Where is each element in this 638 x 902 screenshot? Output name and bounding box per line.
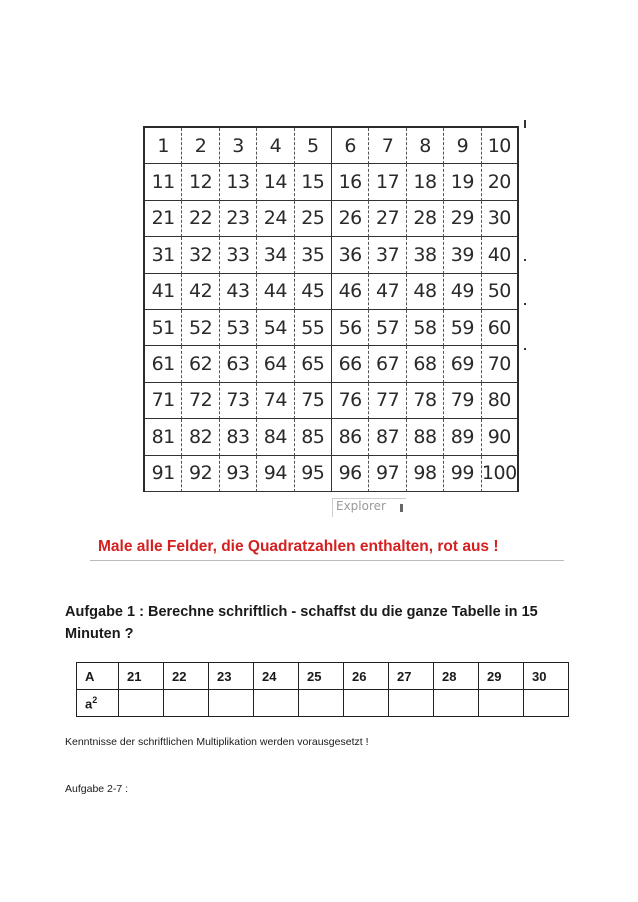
hundred-cell[interactable]: 78 (407, 383, 444, 419)
hundred-cell[interactable]: 73 (220, 383, 257, 419)
hundred-cell[interactable]: 20 (482, 164, 519, 200)
hundred-cell[interactable]: 16 (332, 164, 369, 200)
table-cell: 21 (119, 663, 164, 690)
hundred-cell[interactable]: 77 (369, 383, 406, 419)
hundred-cell[interactable]: 66 (332, 346, 369, 382)
scan-mark (524, 348, 526, 350)
hundred-cell[interactable]: 54 (257, 310, 294, 346)
answer-cell[interactable] (344, 690, 389, 717)
squares-table (76, 662, 569, 717)
hundred-cell[interactable]: 53 (220, 310, 257, 346)
hundred-cell[interactable]: 43 (220, 274, 257, 310)
table-cell: 25 (299, 663, 344, 690)
hundred-cell[interactable]: 96 (332, 456, 369, 492)
answer-cell[interactable] (434, 690, 479, 717)
row-a2-exponent: 2 (92, 694, 98, 705)
hundred-cell[interactable]: 24 (257, 201, 294, 237)
hundred-cell[interactable]: 50 (482, 274, 519, 310)
hundred-cell[interactable]: 81 (145, 419, 182, 455)
hundred-cell[interactable]: 59 (444, 310, 481, 346)
hundred-cell[interactable]: 85 (295, 419, 332, 455)
hundred-cell[interactable]: 86 (332, 419, 369, 455)
hundred-cell[interactable]: 1 (145, 128, 182, 164)
hundred-cell[interactable]: 42 (182, 274, 219, 310)
hundred-cell[interactable]: 2 (182, 128, 219, 164)
hundred-cell[interactable]: 72 (182, 383, 219, 419)
hundred-cell[interactable]: 21 (145, 201, 182, 237)
hundred-cell[interactable]: 83 (220, 419, 257, 455)
table-cell: 28 (434, 663, 479, 690)
hundred-cell[interactable]: 26 (332, 201, 369, 237)
table-cell: 29 (479, 663, 524, 690)
scan-mark (524, 120, 526, 128)
table-cell: 22 (164, 663, 209, 690)
hundred-cell[interactable]: 14 (257, 164, 294, 200)
hundred-cell[interactable]: 40 (482, 237, 519, 273)
hundred-cell[interactable]: 75 (295, 383, 332, 419)
hundred-cell[interactable]: 89 (444, 419, 481, 455)
hundred-cell[interactable]: 7 (369, 128, 406, 164)
hundred-cell[interactable]: 36 (332, 237, 369, 273)
hundred-cell[interactable]: 79 (444, 383, 481, 419)
hundred-cell[interactable]: 10 (482, 128, 519, 164)
hundred-cell[interactable]: 6 (332, 128, 369, 164)
hundred-cell[interactable]: 12 (182, 164, 219, 200)
hundred-cell[interactable]: 92 (182, 456, 219, 492)
table-cell: 24 (254, 663, 299, 690)
hundred-cell[interactable]: 74 (257, 383, 294, 419)
table-cell: 27 (389, 663, 434, 690)
hundred-cell[interactable]: 88 (407, 419, 444, 455)
hundred-cell[interactable]: 60 (482, 310, 519, 346)
scan-mark (524, 259, 526, 261)
hundred-cell[interactable]: 34 (257, 237, 294, 273)
scan-mark (400, 504, 403, 512)
hundred-cell[interactable]: 28 (407, 201, 444, 237)
hundred-cell[interactable]: 80 (482, 383, 519, 419)
hundred-cell[interactable]: 69 (444, 346, 481, 382)
hundred-cell[interactable]: 57 (369, 310, 406, 346)
task27-title: Aufgabe 2-7 : (65, 783, 129, 795)
table-row-a2 (77, 690, 569, 717)
hundred-cell[interactable]: 47 (369, 274, 406, 310)
hundred-cell[interactable]: 55 (295, 310, 332, 346)
hundred-cell[interactable]: 5 (295, 128, 332, 164)
answer-cell[interactable] (119, 690, 164, 717)
hundred-cell[interactable]: 49 (444, 274, 481, 310)
hundred-cell[interactable]: 98 (407, 456, 444, 492)
table-cell: 26 (344, 663, 389, 690)
answer-cell[interactable] (254, 690, 299, 717)
divider (90, 560, 564, 561)
hundred-cell[interactable]: 61 (145, 346, 182, 382)
table-row-a (77, 663, 569, 690)
row-a-label: A (77, 663, 119, 690)
hundred-cell[interactable]: 52 (182, 310, 219, 346)
task1-title: Aufgabe 1 : Berechne schriftlich - schaffst du die ganze Tabelle in 15 Minuten ? (65, 604, 538, 642)
hundred-cell[interactable]: 100 (482, 456, 519, 492)
answer-cell[interactable] (389, 690, 434, 717)
row-a2-label (77, 690, 119, 717)
hundred-cell[interactable]: 18 (407, 164, 444, 200)
hundred-cell[interactable]: 29 (444, 201, 481, 237)
hundred-cell[interactable]: 30 (482, 201, 519, 237)
hundred-cell[interactable]: 37 (369, 237, 406, 273)
hundred-cell[interactable]: 19 (444, 164, 481, 200)
scan-mark (524, 303, 526, 305)
hundred-cell[interactable]: 93 (220, 456, 257, 492)
hundred-cell[interactable]: 67 (369, 346, 406, 382)
hundred-cell[interactable]: 68 (407, 346, 444, 382)
hundred-cell[interactable]: 45 (295, 274, 332, 310)
answer-cell[interactable] (209, 690, 254, 717)
hundred-cell[interactable]: 44 (257, 274, 294, 310)
table-cell: 30 (524, 663, 569, 690)
answer-cell[interactable] (524, 690, 569, 717)
hundred-cell[interactable]: 82 (182, 419, 219, 455)
prerequisite-note: Kenntnisse der schriftlichen Multiplikation werden vorausgesetzt ! (65, 736, 369, 748)
instruction-text: Male alle Felder, die Quadratzahlen enthalten, rot aus ! (98, 538, 499, 555)
hundred-cell[interactable]: 4 (257, 128, 294, 164)
hundred-cell[interactable]: 15 (295, 164, 332, 200)
answer-cell[interactable] (299, 690, 344, 717)
hundred-cell[interactable]: 62 (182, 346, 219, 382)
answer-cell[interactable] (479, 690, 524, 717)
hundred-cell[interactable]: 8 (407, 128, 444, 164)
hundred-cell[interactable]: 35 (295, 237, 332, 273)
hundred-cell[interactable]: 38 (407, 237, 444, 273)
hundred-cell[interactable]: 58 (407, 310, 444, 346)
hundred-cell[interactable]: 90 (482, 419, 519, 455)
answer-cell[interactable] (164, 690, 209, 717)
hundred-cell[interactable]: 84 (257, 419, 294, 455)
hundred-cell[interactable]: 91 (145, 456, 182, 492)
hundred-cell[interactable]: 46 (332, 274, 369, 310)
hundred-cell[interactable]: 31 (145, 237, 182, 273)
hundred-chart (143, 126, 519, 492)
hundred-cell[interactable]: 27 (369, 201, 406, 237)
hundred-cell[interactable]: 56 (332, 310, 369, 346)
hundred-cell[interactable]: 3 (220, 128, 257, 164)
hundred-cell[interactable]: 13 (220, 164, 257, 200)
hundred-cell[interactable]: 76 (332, 383, 369, 419)
hundred-cell[interactable]: 95 (295, 456, 332, 492)
row-a2-base: a (85, 696, 93, 712)
hundred-cell[interactable]: 87 (369, 419, 406, 455)
hundred-cell[interactable]: 51 (145, 310, 182, 346)
hundred-cell[interactable]: 63 (220, 346, 257, 382)
hundred-cell[interactable]: 17 (369, 164, 406, 200)
hundred-cell[interactable]: 70 (482, 346, 519, 382)
hundred-cell[interactable]: 25 (295, 201, 332, 237)
hundred-cell[interactable]: 48 (407, 274, 444, 310)
hundred-cell[interactable]: 71 (145, 383, 182, 419)
hundred-cell[interactable]: 22 (182, 201, 219, 237)
hundred-cell[interactable]: 99 (444, 456, 481, 492)
hundred-cell[interactable]: 9 (444, 128, 481, 164)
hundred-cell[interactable]: 97 (369, 456, 406, 492)
hundred-cell[interactable]: 23 (220, 201, 257, 237)
table-cell: 23 (209, 663, 254, 690)
hundred-cell[interactable]: 11 (145, 164, 182, 200)
hundred-cell[interactable]: 32 (182, 237, 219, 273)
hundred-cell[interactable]: 41 (145, 274, 182, 310)
hundred-cell[interactable]: 33 (220, 237, 257, 273)
hundred-cell[interactable]: 64 (257, 346, 294, 382)
hundred-cell[interactable]: 39 (444, 237, 481, 273)
scan-explorer-label: Explorer (332, 498, 406, 517)
hundred-cell[interactable]: 65 (295, 346, 332, 382)
hundred-cell[interactable]: 94 (257, 456, 294, 492)
